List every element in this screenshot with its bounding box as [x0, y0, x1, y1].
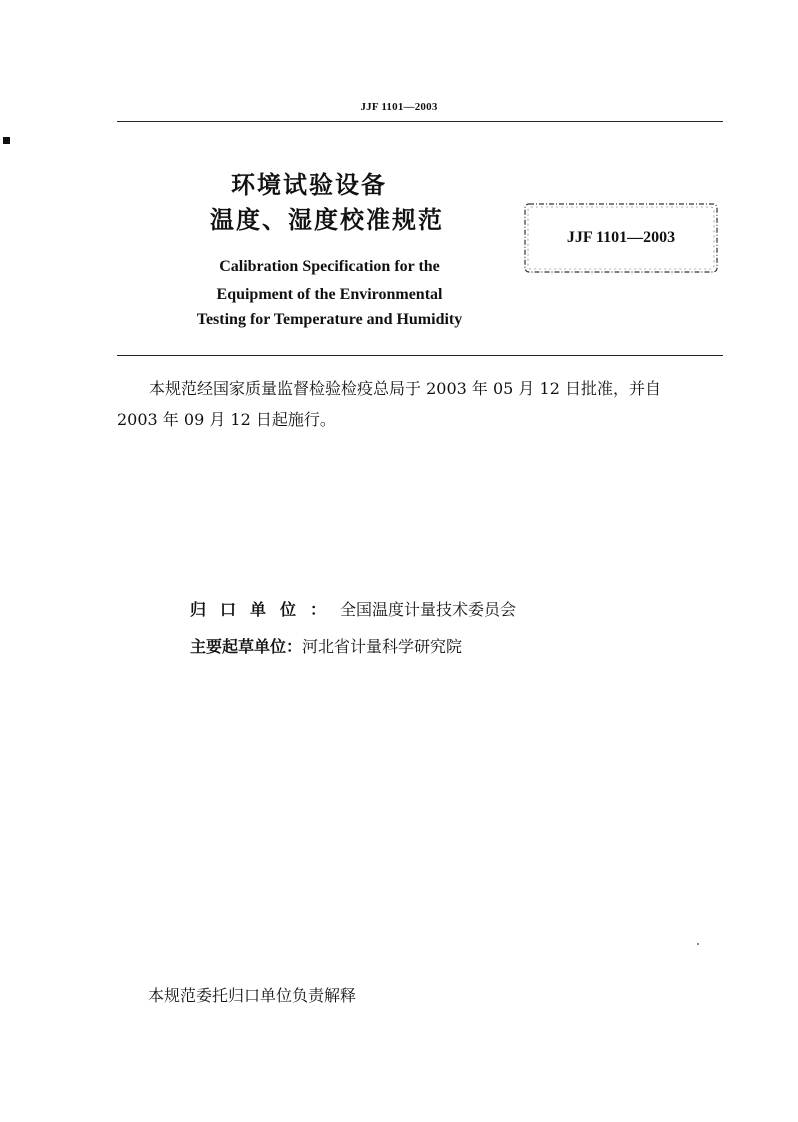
drafting-unit-value: 河北省计量科学研究院 [302, 637, 463, 656]
approval-statement [117, 373, 723, 435]
responsible-unit-row [190, 597, 516, 620]
header-rule [117, 121, 723, 122]
title-cn-line1: 环境试验设备 [231, 171, 387, 199]
drafting-unit-label: 主要起草单位： [190, 637, 303, 656]
scan-speck [697, 943, 699, 945]
header-standard-code: JJF 1101—2003 [360, 101, 438, 113]
margin-mark [3, 137, 10, 144]
drafting-unit-row [190, 634, 462, 657]
footer-note: 本规范委托归口单位负责解释 [148, 986, 357, 1005]
responsible-unit-label: 归口单位： [190, 600, 341, 619]
approval-line2: 2003 年 09 月 12 日起施行。 [117, 410, 336, 429]
section-rule [117, 355, 723, 356]
approval-line1: 本规范经国家质量监督检验检疫总局于 2003 年 05 月 12 日批准，并自 [149, 379, 661, 398]
standard-code-box [522, 201, 720, 275]
standard-code: JJF 1101—2003 [566, 229, 676, 246]
title-en-line3: Testing for Temperature and Humidity [196, 311, 463, 328]
title-cn-line2: 温度、湿度校准规范 [210, 206, 444, 234]
responsible-unit-value: 全国温度计量技术委员会 [340, 600, 517, 619]
title-en-line1: Calibration Specification for the [219, 258, 440, 275]
title-en-line2: Equipment of the Environmental [216, 286, 443, 303]
